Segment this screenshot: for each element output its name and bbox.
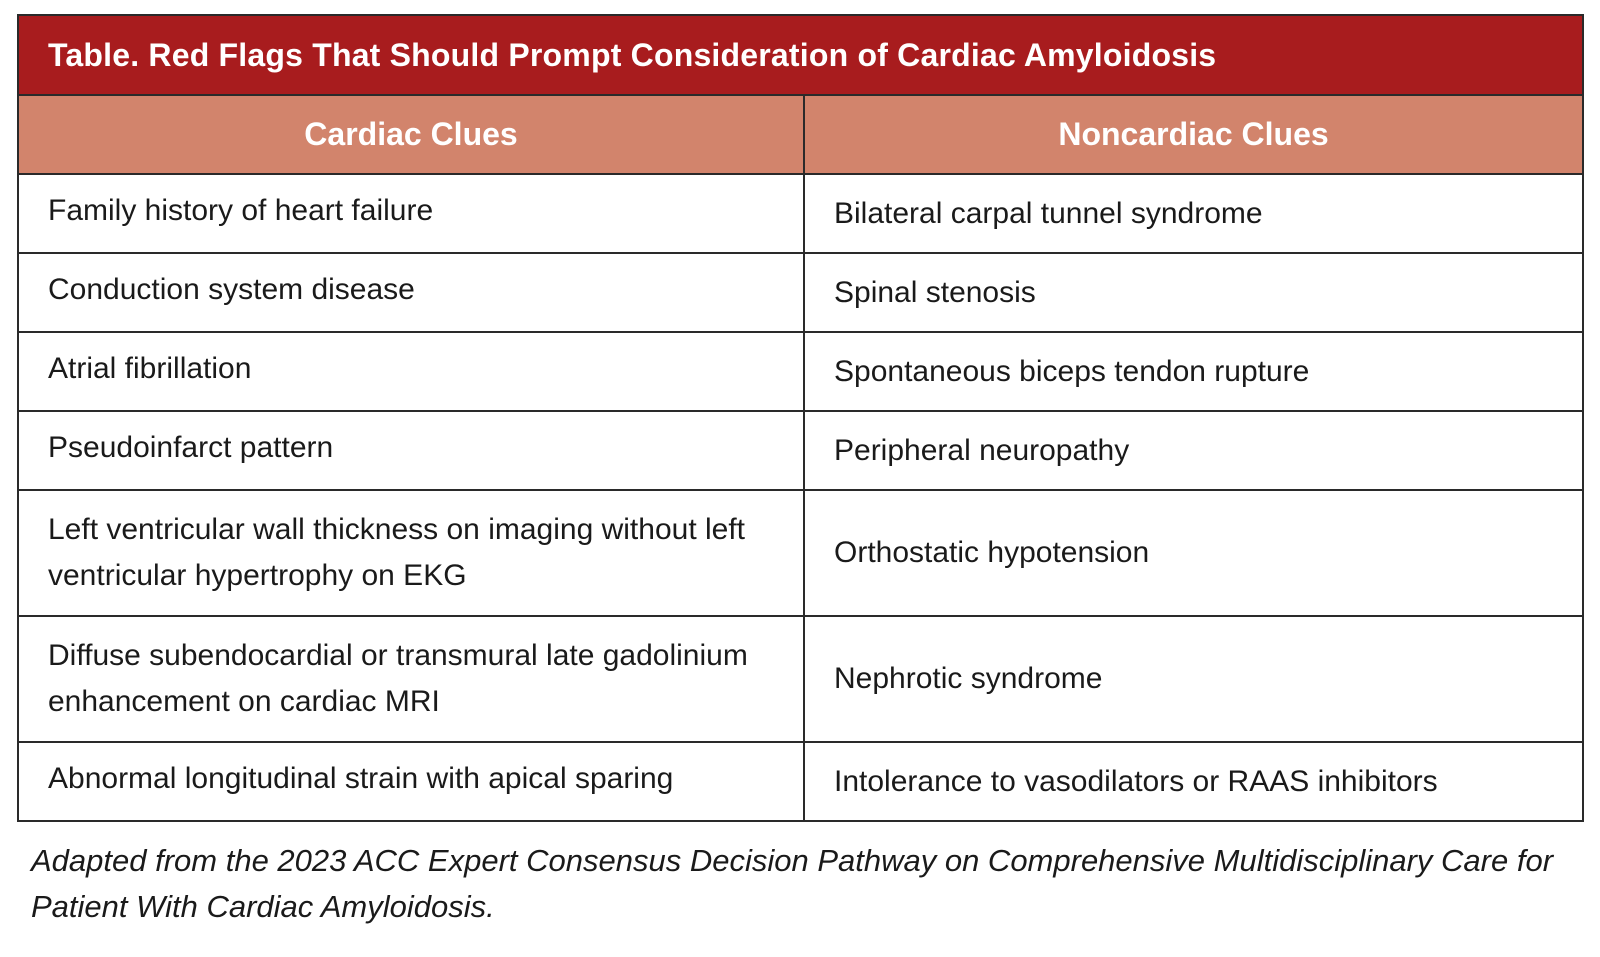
header-cardiac-clues: Cardiac Clues: [19, 96, 804, 174]
table-row: [19, 490, 1582, 616]
cardiac-clue-text: Conduction system disease: [48, 272, 415, 306]
header-row: [19, 96, 1582, 174]
red-flags-table: [17, 14, 1584, 822]
noncardiac-clue-cell: Bilateral carpal tunnel syndrome: [804, 174, 1582, 253]
noncardiac-clue-cell: Intolerance to vasodilators or RAAS inhibitors: [804, 742, 1582, 820]
cardiac-clue-cell: [19, 742, 804, 820]
noncardiac-clue-cell: Orthostatic hypotension: [804, 490, 1582, 616]
noncardiac-clue-cell: Spinal stenosis: [804, 253, 1582, 332]
noncardiac-clue-cell: Spontaneous biceps tendon rupture: [804, 332, 1582, 411]
cardiac-clue-cell: [19, 411, 804, 490]
table-title-bar: [19, 16, 1582, 96]
cardiac-clue-text: Atrial fibrillation: [48, 351, 252, 385]
header-noncardiac-clues: Noncardiac Clues: [804, 96, 1582, 174]
cardiac-clue-cell: [19, 332, 804, 411]
noncardiac-clue-cell: Nephrotic syndrome: [804, 616, 1582, 742]
noncardiac-clue-cell: Peripheral neuropathy: [804, 411, 1582, 490]
table-row: [19, 174, 1582, 253]
table-row: [19, 616, 1582, 742]
cardiac-clue-text: Abnormal longitudinal strain with apical sparing: [48, 761, 674, 795]
cardiac-clue-cell: [19, 490, 804, 616]
cardiac-clue-cell: [19, 253, 804, 332]
table-row: [19, 411, 1582, 490]
table-source-caption: Adapted from the 2023 ACC Expert Consensus Decision Pathway on Comprehensive Multidisciplinary Care for Patient With Cardiac Amyloidosis.: [31, 843, 1554, 924]
cardiac-clue-text: Left ventricular wall thickness on imaging without left ventricular hypertrophy on EKG: [48, 513, 746, 592]
cardiac-clue-cell: [19, 616, 804, 742]
clues-table: [19, 96, 1582, 820]
table-title: Table. Red Flags That Should Prompt Consideration of Cardiac Amyloidosis: [48, 36, 1217, 73]
cardiac-clue-text: Family history of heart failure: [48, 193, 434, 227]
cardiac-clue-text: Diffuse subendocardial or transmural late gadolinium enhancement on cardiac MRI: [48, 639, 748, 718]
table-row: [19, 742, 1582, 820]
cardiac-clue-cell: [19, 174, 804, 253]
table-row: [19, 332, 1582, 411]
cardiac-clue-text: Pseudoinfarct pattern: [48, 430, 334, 464]
table-row: [19, 253, 1582, 332]
